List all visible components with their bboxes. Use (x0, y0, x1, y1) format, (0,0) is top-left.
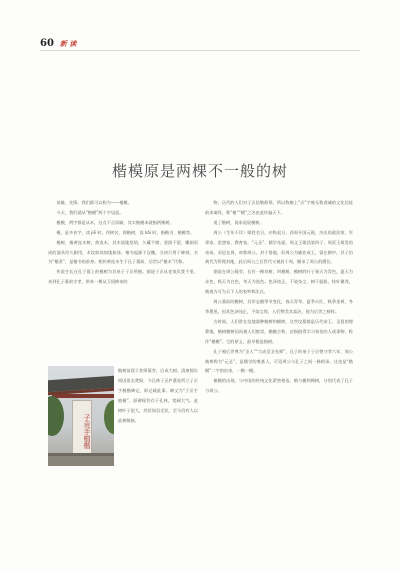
paragraph: 物，历代的人们对子贡倍敬仰慕，所以称楷上“贡”字被无数虔诚的文化信徒前来谒拜，称“楷”“模”之名由此传遍天下。 (205, 200, 353, 215)
header-rule (40, 50, 360, 51)
stele-inscription: 子贡手植楷 (83, 413, 91, 449)
pavilion-beam (52, 394, 114, 398)
pavilion-roof (48, 375, 114, 392)
photo-wrap-text (118, 366, 198, 425)
section-label: 新 读 (59, 40, 77, 48)
paragraph: 英雄、先锋，我们都可以称为——楷模。 (56, 200, 132, 205)
article-title: 楷模原是两棵不一般的树 (111, 162, 288, 180)
stele-photo (48, 366, 114, 466)
paragraph: 说了楷树，再来说说模树。 (213, 219, 264, 225)
page-number: 60 (40, 38, 54, 49)
paragraph: 楷树，指黄连木树。黄连木，其木质地坚韧，久藏不腐，坚润不裂，雕刻而成的器具经久耐用，木纹如丝如缕如泽。楷书起源于汉魏，当初只用于碑刻，名为“楷隶”，是楷书的前身。相传黄连木生于孔子墓前，后世以“楷木”代称。 (48, 239, 198, 265)
paragraph: 楷模，两字都是从木，这点不言而喻，其实楷模本就指两棵树。 (56, 219, 174, 225)
paragraph: 楷，是多音字，读 jiē 时，作树名，即楷树，读 kǎi 时，指楷书、楷模等。 (56, 229, 195, 235)
paragraph: 周公（生年不详）姬姓名旦，亦称叔旦。西周开国元勋，杰出的政治家、军事家、思想家、教育家，“元圣”、儒学先驱。周文王姬昌第四子，周武王姬发的弟弟。采邑在周，故称周公。封于鲁地，但周公为辅佐成王，留在朝中，其子伯禽代为管理封地，此后周公之后世代又被封于周，继承了周公的爵位。 (205, 229, 353, 265)
left-column (48, 198, 198, 287)
paragraph: 周公墓前的模树，其形态随季节变化，春天青翠，夏季火红，秋季金黄，冬季墨黑，因其色泽纯正，不染尘埃，人们赞美其高洁，视为后世之榜样。 (205, 299, 353, 314)
stone-stele (72, 400, 92, 460)
tree-foliage (104, 400, 114, 434)
right-column (205, 198, 353, 396)
stone-fence (48, 456, 114, 466)
paragraph: 今天，我们就从“楷模”两个字谈起。 (56, 209, 124, 215)
page-header (40, 38, 76, 49)
paragraph: 楷模的出现，与中国的传统文化紧密相连。楷与模两棵树，分别代表了孔子与周公。 (205, 378, 353, 394)
paragraph: 楷树苗栽于其师墓旁，后成大树。清康熙年间因雷击焚毁，今孔林子贡庐墓处所立子贡手植楷碑记，即记载此事。碑文为“子贡手植楷”，原碑现仍存于孔林，宽阔大气。此树叶子很大，形状如羽毛状，至今仍有人以此树嫁接。 (118, 368, 198, 423)
tree-foliage (48, 396, 64, 436)
paragraph: 传说生长在孔子墓上的楷树为其弟子子贡所植。据说子贡从老家负笈千里，来到孔子墓前守孝，带来一棵从卫国捧来的 (48, 269, 198, 285)
paragraph: 据说在周公墓旁，长有一棵奇树，叫模树。模树的叶子春天为青色，夏天为赤色，秋天为白色，冬天为黑色。色泽纯正，不染杂尘，树干挺拔，枝叶繁茂，被视为可为天下人的表率和法式。 (205, 269, 353, 295)
paragraph: 孔子被后世尊为“圣人”“大成至圣先师”，孔子的弟子子贡曾守孝六年，周公被尊称为“元圣”，是儒学的奠基人。可见周公与孔子之间一脉相承。这也是“楷模”二字的由来，一楷一模。 (205, 348, 353, 374)
paragraph: 古时候，人们常在坟地栽种楷树和模树，这些坟墓都是历代帝王、圣贤的埋葬地。楷树模树因而被人们推崇，楷模合称，泛指值得学习效仿的人或事物，称作“楷模”。它的原义，最早便是指树。 (205, 318, 353, 344)
